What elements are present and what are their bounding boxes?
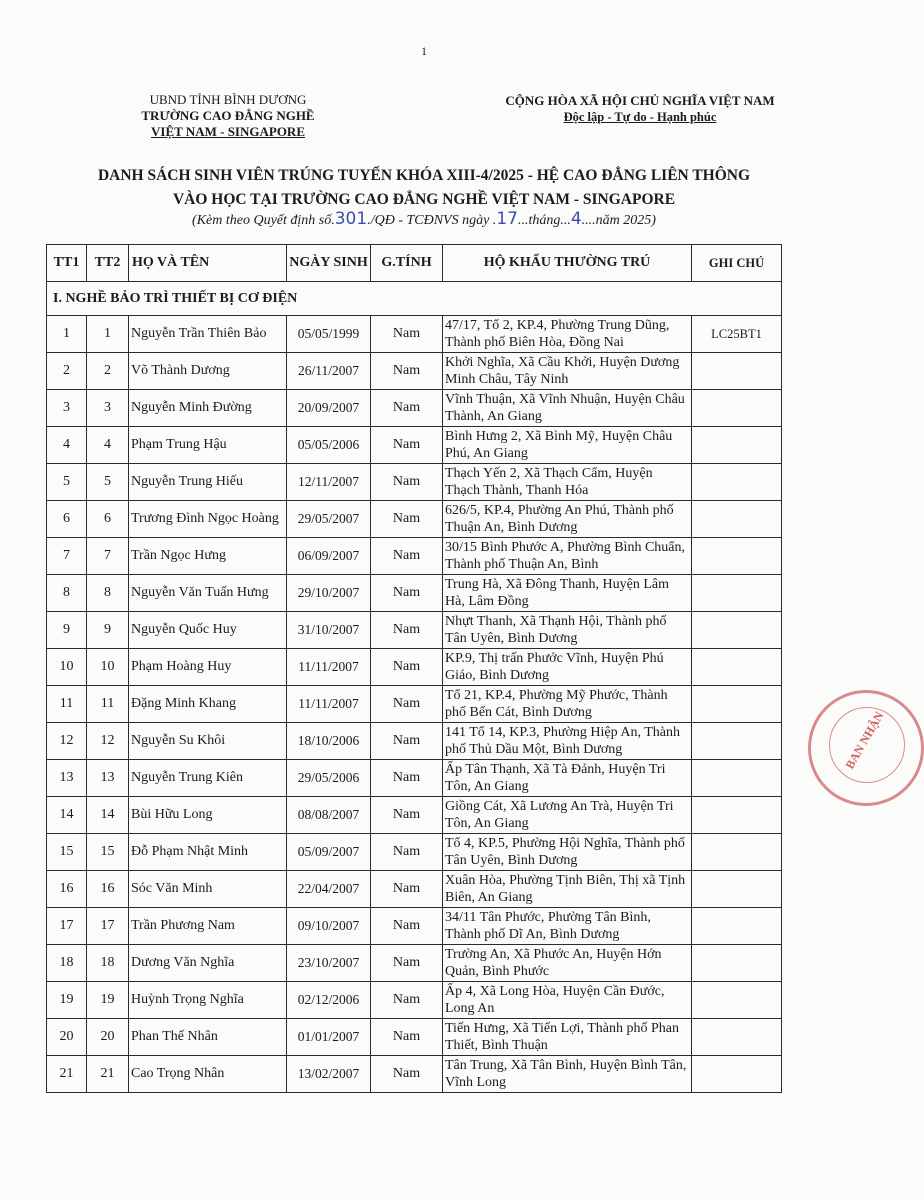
- cell-tt1: 19: [47, 982, 87, 1019]
- cell-note: [692, 945, 782, 982]
- cell-dob: 11/11/2007: [287, 649, 371, 686]
- subtitle-part-3: ...tháng...: [517, 213, 571, 228]
- cell-tt2: 21: [87, 1056, 129, 1093]
- cell-dob: 05/09/2007: [287, 834, 371, 871]
- cell-note: [692, 353, 782, 390]
- cell-tt2: 5: [87, 464, 129, 501]
- table-row: [47, 834, 782, 871]
- cell-address: Khởi Nghĩa, Xã Cầu Khởi, Huyện Dương Minh Châu, Tây Ninh: [443, 353, 692, 390]
- cell-address: 626/5, KP.4, Phường An Phú, Thành phố Thuận An, Bình Dương: [443, 501, 692, 538]
- cell-tt2: 13: [87, 760, 129, 797]
- cell-tt2: 3: [87, 390, 129, 427]
- cell-note: [692, 612, 782, 649]
- cell-dob: 29/05/2007: [287, 501, 371, 538]
- cell-gender: Nam: [371, 575, 443, 612]
- cell-tt2: 20: [87, 1019, 129, 1056]
- cell-address: Trường An, Xã Phước An, Huyện Hớn Quản, Bình Phước: [443, 945, 692, 982]
- cell-address: Ấp 4, Xã Long Hòa, Huyện Cần Đước, Long An: [443, 982, 692, 1019]
- cell-note: [692, 834, 782, 871]
- cell-name: Nguyễn Su Khôi: [129, 723, 287, 760]
- section-title: I. NGHỀ BẢO TRÌ THIẾT BỊ CƠ ĐIỆN: [47, 282, 782, 316]
- header-note: GHI CHÚ: [692, 245, 782, 282]
- cell-address: 30/15 Bình Phước A, Phường Bình Chuẩn, Thành phố Thuận An, Bình: [443, 538, 692, 575]
- cell-name: Trần Ngọc Hưng: [129, 538, 287, 575]
- authority-line-3: VIỆT NAM - SINGAPORE: [151, 124, 305, 139]
- cell-address: Giồng Cát, Xã Lương An Trà, Huyện Tri Tôn, An Giang: [443, 797, 692, 834]
- cell-tt2: 7: [87, 538, 129, 575]
- cell-address: Tổ 21, KP.4, Phường Mỹ Phước, Thành phố Bến Cát, Bình Dương: [443, 686, 692, 723]
- table-row: [47, 760, 782, 797]
- cell-gender: Nam: [371, 316, 443, 353]
- cell-address: Vĩnh Thuận, Xã Vĩnh Nhuận, Huyện Châu Thành, An Giang: [443, 390, 692, 427]
- cell-name: Nguyễn Trung Hiếu: [129, 464, 287, 501]
- cell-name: Võ Thành Dương: [129, 353, 287, 390]
- cell-gender: Nam: [371, 501, 443, 538]
- cell-gender: Nam: [371, 1019, 443, 1056]
- cell-tt1: 17: [47, 908, 87, 945]
- authority-line-2: TRƯỜNG CAO ĐẲNG NGHỀ: [141, 108, 315, 123]
- cell-tt1: 10: [47, 649, 87, 686]
- cell-tt1: 9: [47, 612, 87, 649]
- table-row: [47, 353, 782, 390]
- cell-tt2: 16: [87, 871, 129, 908]
- cell-address: Ấp Tân Thạnh, Xã Tà Đảnh, Huyện Tri Tôn, An Giang: [443, 760, 692, 797]
- cell-address: Bình Hưng 2, Xã Bình Mỹ, Huyện Châu Phú, An Giang: [443, 427, 692, 464]
- cell-gender: Nam: [371, 538, 443, 575]
- table-row: [47, 575, 782, 612]
- cell-tt1: 21: [47, 1056, 87, 1093]
- cell-gender: Nam: [371, 612, 443, 649]
- subtitle-part-2: ./QĐ - TCĐNVS ngày .: [367, 213, 497, 228]
- cell-tt2: 10: [87, 649, 129, 686]
- cell-tt1: 7: [47, 538, 87, 575]
- cell-name: Trương Đình Ngọc Hoàng: [129, 501, 287, 538]
- table-row: [47, 797, 782, 834]
- subtitle-part-4: ....năm 2025): [581, 213, 656, 228]
- cell-tt2: 8: [87, 575, 129, 612]
- cell-dob: 06/09/2007: [287, 538, 371, 575]
- cell-name: Đỗ Phạm Nhật Minh: [129, 834, 287, 871]
- section-row: [47, 282, 782, 316]
- cell-tt2: 9: [87, 612, 129, 649]
- cell-name: Nguyễn Trần Thiên Bảo: [129, 316, 287, 353]
- decision-day: 17: [496, 209, 518, 229]
- cell-name: Sóc Văn Minh: [129, 871, 287, 908]
- table-row: [47, 871, 782, 908]
- cell-tt1: 18: [47, 945, 87, 982]
- cell-note: [692, 390, 782, 427]
- cell-gender: Nam: [371, 797, 443, 834]
- cell-tt2: 15: [87, 834, 129, 871]
- cell-dob: 29/05/2006: [287, 760, 371, 797]
- cell-name: Phan Thế Nhân: [129, 1019, 287, 1056]
- cell-dob: 31/10/2007: [287, 612, 371, 649]
- cell-note: [692, 464, 782, 501]
- table-row: [47, 1056, 782, 1093]
- cell-address: Tiến Hưng, Xã Tiến Lợi, Thành phố Phan Thiết, Bình Thuận: [443, 1019, 692, 1056]
- cell-address: Nhựt Thanh, Xã Thạnh Hội, Thành phố Tân Uyên, Bình Dương: [443, 612, 692, 649]
- cell-dob: 22/04/2007: [287, 871, 371, 908]
- cell-gender: Nam: [371, 760, 443, 797]
- decision-number: 301: [334, 209, 368, 229]
- cell-note: [692, 1019, 782, 1056]
- header-gender: G.TÍNH: [371, 245, 443, 282]
- cell-gender: Nam: [371, 649, 443, 686]
- table-row: [47, 538, 782, 575]
- cell-name: Nguyễn Quốc Huy: [129, 612, 287, 649]
- header-dob: NGÀY SINH: [287, 245, 371, 282]
- cell-tt2: 18: [87, 945, 129, 982]
- cell-gender: Nam: [371, 390, 443, 427]
- national-title: CỘNG HÒA XÃ HỘI CHỦ NGHĨA VIỆT NAM: [505, 93, 775, 108]
- cell-tt1: 1: [47, 316, 87, 353]
- national-header: [440, 92, 840, 126]
- cell-dob: 18/10/2006: [287, 723, 371, 760]
- cell-dob: 11/11/2007: [287, 686, 371, 723]
- table-row: [47, 612, 782, 649]
- document-title: [0, 164, 848, 212]
- table-row: [47, 427, 782, 464]
- cell-tt2: 2: [87, 353, 129, 390]
- cell-tt2: 14: [87, 797, 129, 834]
- cell-address: Tân Trung, Xã Tân Bình, Huyện Bình Tân, Vĩnh Long: [443, 1056, 692, 1093]
- table-row: [47, 1019, 782, 1056]
- cell-dob: 12/11/2007: [287, 464, 371, 501]
- cell-address: 34/11 Tân Phước, Phường Tân Bình, Thành phố Dĩ An, Bình Dương: [443, 908, 692, 945]
- header-tt2: TT2: [87, 245, 129, 282]
- cell-gender: Nam: [371, 464, 443, 501]
- cell-tt1: 6: [47, 501, 87, 538]
- cell-tt2: 11: [87, 686, 129, 723]
- cell-address: Xuân Hòa, Phường Tịnh Biên, Thị xã Tịnh Biên, An Giang: [443, 871, 692, 908]
- cell-tt1: 20: [47, 1019, 87, 1056]
- cell-dob: 01/01/2007: [287, 1019, 371, 1056]
- cell-tt1: 11: [47, 686, 87, 723]
- cell-note: [692, 982, 782, 1019]
- decision-month: 4: [570, 209, 582, 229]
- title-line-1: DANH SÁCH SINH VIÊN TRÚNG TUYỂN KHÓA XIII-4/2025 - HỆ CAO ĐẲNG LIÊN THÔNG: [97, 167, 751, 184]
- cell-tt2: 1: [87, 316, 129, 353]
- student-table: [46, 244, 782, 1093]
- cell-gender: Nam: [371, 686, 443, 723]
- stamp-text: BAN NHẬN: [842, 709, 887, 772]
- cell-gender: Nam: [371, 1056, 443, 1093]
- table-header-row: [47, 245, 782, 282]
- cell-name: Cao Trọng Nhân: [129, 1056, 287, 1093]
- cell-name: Huỳnh Trọng Nghĩa: [129, 982, 287, 1019]
- cell-gender: Nam: [371, 982, 443, 1019]
- cell-tt2: 19: [87, 982, 129, 1019]
- cell-gender: Nam: [371, 945, 443, 982]
- cell-address: 141 Tổ 14, KP.3, Phường Hiệp An, Thành phố Thủ Dầu Một, Bình Dương: [443, 723, 692, 760]
- cell-gender: Nam: [371, 353, 443, 390]
- table-row: [47, 316, 782, 353]
- cell-gender: Nam: [371, 834, 443, 871]
- issuing-authority: [128, 92, 328, 140]
- cell-dob: 02/12/2006: [287, 982, 371, 1019]
- cell-address: Thạch Yến 2, Xã Thạch Cẩm, Huyện Thạch Thành, Thanh Hóa: [443, 464, 692, 501]
- cell-tt1: 12: [47, 723, 87, 760]
- cell-dob: 09/10/2007: [287, 908, 371, 945]
- cell-name: Nguyễn Trung Kiên: [129, 760, 287, 797]
- cell-note: [692, 686, 782, 723]
- cell-note: [692, 575, 782, 612]
- cell-name: Dương Văn Nghĩa: [129, 945, 287, 982]
- cell-name: Phạm Trung Hậu: [129, 427, 287, 464]
- cell-gender: Nam: [371, 871, 443, 908]
- cell-address: 47/17, Tổ 2, KP.4, Phường Trung Dũng, Thành phố Biên Hòa, Đồng Nai: [443, 316, 692, 353]
- cell-dob: 29/10/2007: [287, 575, 371, 612]
- subtitle-part-1: (Kèm theo Quyết định số.: [192, 213, 335, 228]
- cell-tt1: 2: [47, 353, 87, 390]
- authority-line-1: UBND TỈNH BÌNH DƯƠNG: [149, 92, 307, 107]
- cell-dob: 08/08/2007: [287, 797, 371, 834]
- cell-dob: 05/05/1999: [287, 316, 371, 353]
- national-motto: Độc lập - Tự do - Hạnh phúc: [563, 110, 717, 124]
- cell-note: [692, 760, 782, 797]
- cell-tt2: 12: [87, 723, 129, 760]
- cell-address: Tổ 4, KP.5, Phường Hội Nghĩa, Thành phố Tân Uyên, Bình Dương: [443, 834, 692, 871]
- table-row: [47, 908, 782, 945]
- decision-reference: [0, 209, 848, 229]
- stamp-seal: [808, 690, 924, 806]
- cell-tt2: 17: [87, 908, 129, 945]
- cell-tt2: 4: [87, 427, 129, 464]
- cell-name: Đặng Minh Khang: [129, 686, 287, 723]
- header-tt1: TT1: [47, 245, 87, 282]
- header-name: HỌ VÀ TÊN: [129, 245, 287, 282]
- cell-dob: 13/02/2007: [287, 1056, 371, 1093]
- cell-tt1: 15: [47, 834, 87, 871]
- table-row: [47, 501, 782, 538]
- title-line-2: VÀO HỌC TẠI TRƯỜNG CAO ĐẲNG NGHỀ VIỆT NAM - SINGAPORE: [172, 191, 676, 208]
- header-address: HỘ KHẨU THƯỜNG TRÚ: [443, 245, 692, 282]
- cell-note: LC25BT1: [692, 316, 782, 353]
- cell-tt1: 5: [47, 464, 87, 501]
- cell-name: Nguyễn Văn Tuấn Hưng: [129, 575, 287, 612]
- cell-tt1: 3: [47, 390, 87, 427]
- cell-tt1: 13: [47, 760, 87, 797]
- cell-name: Bùi Hữu Long: [129, 797, 287, 834]
- cell-name: Nguyễn Minh Đường: [129, 390, 287, 427]
- table-row: [47, 390, 782, 427]
- cell-note: [692, 649, 782, 686]
- cell-note: [692, 723, 782, 760]
- cell-tt1: 14: [47, 797, 87, 834]
- cell-dob: 05/05/2006: [287, 427, 371, 464]
- cell-note: [692, 871, 782, 908]
- cell-dob: 23/10/2007: [287, 945, 371, 982]
- cell-gender: Nam: [371, 908, 443, 945]
- cell-note: [692, 501, 782, 538]
- cell-note: [692, 908, 782, 945]
- cell-name: Trần Phương Nam: [129, 908, 287, 945]
- cell-address: Trung Hà, Xã Đông Thanh, Huyện Lâm Hà, Lâm Đồng: [443, 575, 692, 612]
- cell-note: [692, 427, 782, 464]
- table-row: [47, 464, 782, 501]
- cell-name: Phạm Hoàng Huy: [129, 649, 287, 686]
- cell-tt1: 16: [47, 871, 87, 908]
- cell-tt2: 6: [87, 501, 129, 538]
- table-row: [47, 945, 782, 982]
- table-row: [47, 686, 782, 723]
- table-row: [47, 982, 782, 1019]
- cell-note: [692, 1056, 782, 1093]
- cell-gender: Nam: [371, 723, 443, 760]
- cell-dob: 20/09/2007: [287, 390, 371, 427]
- cell-dob: 26/11/2007: [287, 353, 371, 390]
- cell-note: [692, 538, 782, 575]
- cell-gender: Nam: [371, 427, 443, 464]
- page-number: 1: [421, 44, 427, 58]
- table-row: [47, 649, 782, 686]
- cell-tt1: 8: [47, 575, 87, 612]
- table-row: [47, 723, 782, 760]
- cell-note: [692, 797, 782, 834]
- cell-tt1: 4: [47, 427, 87, 464]
- cell-address: KP.9, Thị trấn Phước Vĩnh, Huyện Phú Giáo, Bình Dương: [443, 649, 692, 686]
